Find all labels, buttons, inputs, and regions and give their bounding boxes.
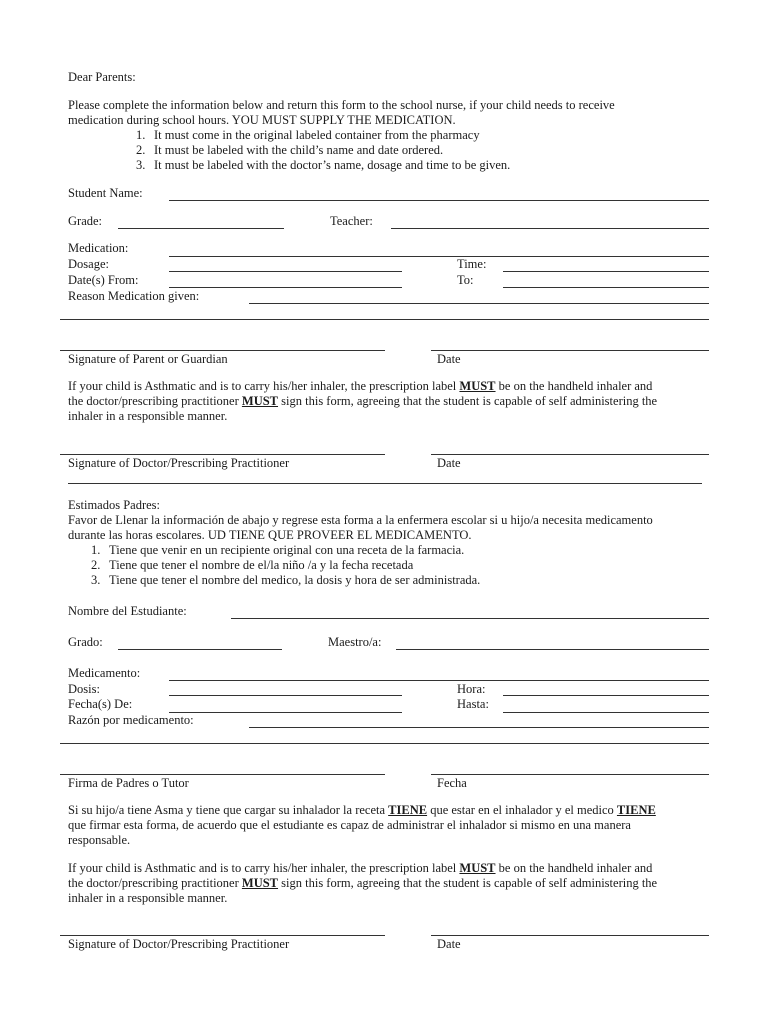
student-name-label-es: Nombre del Estudiante: [68, 604, 187, 618]
dosage-field-en[interactable] [169, 271, 402, 272]
teacher-label-es: Maestro/a: [328, 635, 382, 649]
grade-label-es: Grado: [68, 635, 103, 649]
doctor-date-field-bottom[interactable] [431, 935, 709, 936]
to-label-en: To: [457, 273, 474, 287]
medication-label-en: Medication: [68, 241, 129, 255]
doctor-signature-label-en: Signature of Doctor/Prescribing Practitioner [68, 456, 290, 470]
teacher-field-en[interactable] [391, 228, 709, 229]
dosage-label-en: Dosage: [68, 257, 109, 271]
doctor-date-field-en[interactable] [431, 454, 709, 455]
list-item-es: 2. Tiene que tener el nombre de el/la niño /a y la fecha recetada [91, 558, 414, 572]
reason-field-en[interactable] [249, 303, 709, 304]
asthma-text-line-2-en: the doctor/prescribing practitioner MUST sign this form, agreeing that the student is capable of self administering the [68, 394, 658, 408]
parent-date-label-en: Date [437, 352, 461, 366]
reason-field-es[interactable] [249, 727, 709, 728]
parent-signature-field-es[interactable] [60, 774, 385, 775]
medication-label-es: Medicamento: [68, 666, 141, 680]
grade-field-es[interactable] [118, 649, 282, 650]
asthma-text-line-1-es: Si su hijo/a tiene Asma y tiene que cargar su inhalador la receta TIENE que estar en el inhalador y el medico TIENE [68, 803, 656, 817]
list-item-es: 3. Tiene que tener el nombre del medico, la dosis y hora de ser administrada. [91, 573, 481, 587]
greeting-es: Estimados Padres: [68, 498, 161, 512]
dates-from-label-es: Fecha(s) De: [68, 697, 133, 711]
list-item-en: 3. It must be labeled with the doctor’s name, dosage and time to be given. [136, 158, 511, 172]
teacher-field-es[interactable] [396, 649, 709, 650]
asthma-text-line-1-en: If your child is Asthmatic and is to carry his/her inhaler, the prescription label MUST be on the handheld inhaler and [68, 379, 653, 393]
parent-date-field-es[interactable] [431, 774, 709, 775]
reason-label-en: Reason Medication given: [68, 289, 200, 303]
intro-line-1-en: Please complete the information below and return this form to the school nurse, if your child needs to receive [68, 98, 615, 112]
dates-from-label-en: Date(s) From: [68, 273, 139, 287]
medication-field-en[interactable] [169, 256, 709, 257]
medication-field-es[interactable] [169, 680, 709, 681]
reason-field-extra-es[interactable] [60, 743, 709, 744]
teacher-label-en: Teacher: [330, 214, 373, 228]
doctor-date-label-en: Date [437, 456, 461, 470]
student-name-field-en[interactable] [169, 200, 709, 201]
parent-date-label-es: Fecha [437, 776, 467, 790]
parent-signature-field-en[interactable] [60, 350, 385, 351]
doctor-signature-label-bottom: Signature of Doctor/Prescribing Practitioner [68, 937, 290, 951]
asthma-repeat-line-3-en: inhaler in a responsible manner. [68, 891, 228, 905]
reason-field-extra-en[interactable] [60, 319, 709, 320]
grade-label-en: Grade: [68, 214, 103, 228]
asthma-text-line-2-es: que firmar esta forma, de acuerdo que el estudiante es capaz de administrar el inhalador si mismo en una manera [68, 818, 631, 832]
asthma-repeat-line-2-en: the doctor/prescribing practitioner MUST sign this form, agreeing that the student is capable of self administering the [68, 876, 658, 890]
section-divider [68, 483, 702, 484]
asthma-text-line-3-en: inhaler in a responsible manner. [68, 409, 228, 423]
to-field-en[interactable] [503, 287, 709, 288]
dosage-field-es[interactable] [169, 695, 402, 696]
time-field-en[interactable] [503, 271, 709, 272]
reason-label-es: Razón por medicamento: [68, 713, 194, 727]
to-label-es: Hasta: [457, 697, 489, 711]
list-item-es: 1. Tiene que venir en un recipiente original con una receta de la farmacia. [91, 543, 465, 557]
list-item-en: 2. It must be labeled with the child’s name and date ordered. [136, 143, 444, 157]
student-name-field-es[interactable] [231, 618, 709, 619]
greeting-en: Dear Parents: [68, 70, 136, 84]
asthma-repeat-line-1-en: If your child is Asthmatic and is to carry his/her inhaler, the prescription label MUST be on the handheld inhaler and [68, 861, 653, 875]
intro-line-2-es: durante las horas escolares. UD TIENE QUE PROVEER EL MEDICAMENTO. [68, 528, 472, 542]
doctor-date-label-bottom: Date [437, 937, 461, 951]
list-item-en: 1. It must come in the original labeled container from the pharmacy [136, 128, 480, 142]
parent-date-field-en[interactable] [431, 350, 709, 351]
intro-line-1-es: Favor de Llenar la información de abajo y regrese esta forma a la enfermera escolar si u hijo/a necesita medicamento [68, 513, 653, 527]
dosage-label-es: Dosis: [68, 682, 100, 696]
dates-from-field-es[interactable] [169, 712, 402, 713]
asthma-text-line-3-es: responsable. [68, 833, 131, 847]
time-label-es: Hora: [457, 682, 486, 696]
time-field-es[interactable] [503, 695, 709, 696]
dates-from-field-en[interactable] [169, 287, 402, 288]
parent-signature-label-es: Firma de Padres o Tutor [68, 776, 189, 790]
grade-field-en[interactable] [118, 228, 284, 229]
parent-signature-label-en: Signature of Parent or Guardian [68, 352, 228, 366]
to-field-es[interactable] [503, 712, 709, 713]
student-name-label-en: Student Name: [68, 186, 143, 200]
time-label-en: Time: [457, 257, 487, 271]
doctor-signature-field-en[interactable] [60, 454, 385, 455]
intro-line-2-en: medication during school hours. YOU MUST SUPPLY THE MEDICATION. [68, 113, 456, 127]
doctor-signature-field-bottom[interactable] [60, 935, 385, 936]
